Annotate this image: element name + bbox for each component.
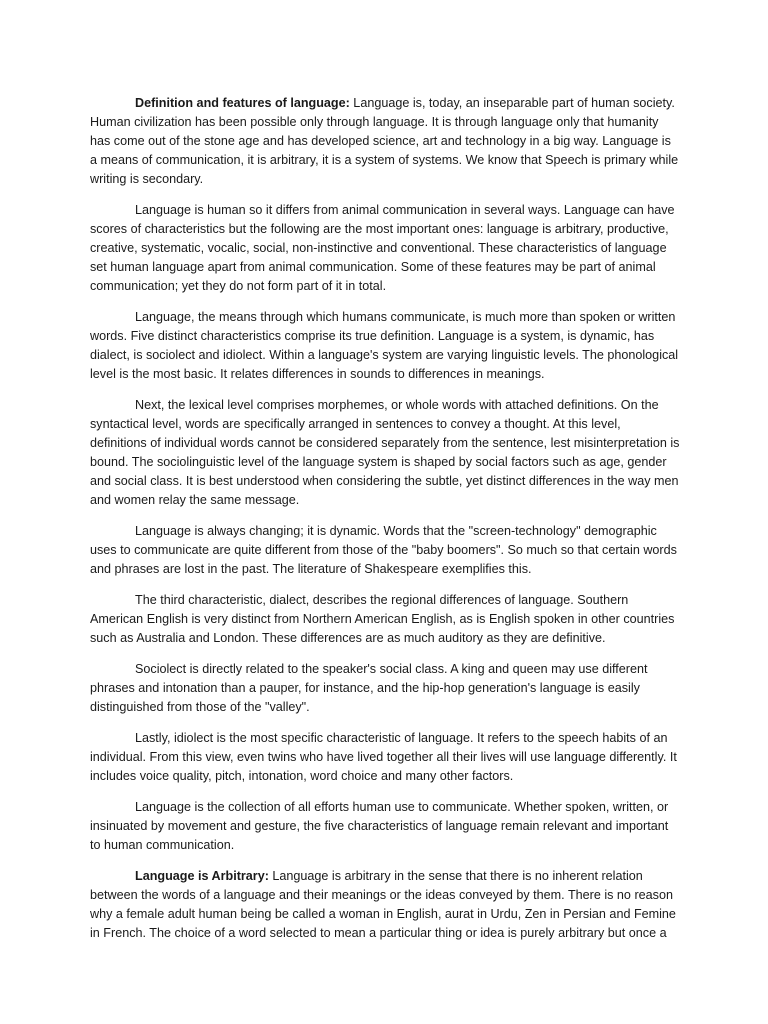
paragraph-summary xyxy=(90,798,680,855)
paragraph-text: Language is the collection of all efforts human use to communicate. Whether spoken, written, or insinuated by movement and gesture, the five characteristics of language remain relevant and important to human communication. xyxy=(90,800,669,852)
paragraph-five-characteristics xyxy=(90,308,680,384)
paragraph-text: Language is always changing; it is dynamic. Words that the "screen-technology" demographic uses to communicate are quite different from those of the "baby boomers". So much so that certain words and phrases are lost in the past. The literature of Shakespeare exemplifies this. xyxy=(90,524,677,576)
paragraph-text: Language, the means through which humans communicate, is much more than spoken or written words. Five distinct characteristics comprise its true definition. Language is a system, is dynamic, has dialect, is sociolect and idiolect. Within a language's system are varying linguistic levels. The phonological level is the most basic. It relates differences in sounds to differences in meanings. xyxy=(90,310,679,381)
paragraph-animal-communication xyxy=(90,201,680,296)
paragraph-dialect xyxy=(90,591,680,648)
paragraph-definition xyxy=(90,94,680,189)
paragraph-heading: Language is Arbitrary: xyxy=(135,869,269,883)
paragraph-arbitrary xyxy=(90,867,680,943)
paragraph-dynamic xyxy=(90,522,680,579)
paragraph-sociolect xyxy=(90,660,680,717)
paragraph-text: The third characteristic, dialect, describes the regional differences of language. Southern American English is very distinct from Northern American English, as is English spoken in other countries such as Australia and London. These differences are as much auditory as they are definitive. xyxy=(90,593,675,645)
paragraph-idiolect xyxy=(90,729,680,786)
document-page xyxy=(90,94,680,955)
paragraph-text: Lastly, idiolect is the most specific characteristic of language. It refers to the speech habits of an individual. From this view, even twins who have lived together all their lives will use language differently. It includes voice quality, pitch, intonation, word choice and many other factors. xyxy=(90,731,677,783)
paragraph-text: Next, the lexical level comprises morphemes, or whole words with attached definitions. On the syntactical level, words are specifically arranged in sentences to convey a thought. At this level, definitions of individual words cannot be considered separately from the sentence, lest misinterpretation is bound. The sociolinguistic level of the language system is shaped by social factors such as age, gender and social class. It is best understood when considering the subtle, yet distinct differences in the way men and women relay the same message. xyxy=(90,398,680,507)
paragraph-heading: Definition and features of language: xyxy=(135,96,350,110)
paragraph-text: Language is arbitrary in the sense that there is no inherent relation between the words of a language and their meanings or the ideas conveyed by them. There is no reason why a female adult human being be called a woman in English, aurat in Urdu, Zen in Persian and Femine in French. The choice of a word selected to mean a particular thing or idea is purely arbitrary but once a xyxy=(90,869,676,940)
paragraph-text: Sociolect is directly related to the speaker's social class. A king and queen may use different phrases and intonation than a pauper, for instance, and the hip-hop generation's language is easily distinguished from those of the "valley". xyxy=(90,662,648,714)
paragraph-text: Language is, today, an inseparable part of human society. Human civilization has been possible only through language. It is through language only that humanity has come out of the stone age and has developed science, art and technology in a big way. Language is a means of communication, it is arbitrary, it is a system of systems. We know that Speech is primary while writing is secondary. xyxy=(90,96,679,186)
paragraph-text: Language is human so it differs from animal communication in several ways. Language can have scores of characteristics but the following are the most important ones: language is arbitrary, productive, creative, systematic, vocalic, social, non-instinctive and conventional. These characteristics of language set human language apart from animal communication. Some of these features may be part of animal communication; yet they do not form part of it in total. xyxy=(90,203,675,293)
paragraph-lexical-level xyxy=(90,396,680,510)
